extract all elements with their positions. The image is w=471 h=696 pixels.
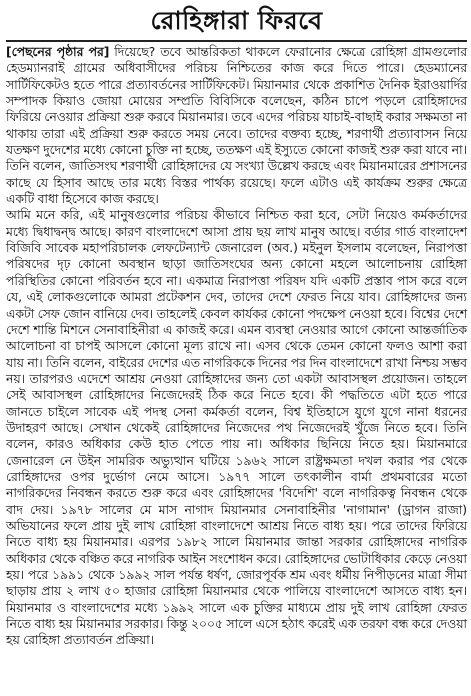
continuation-label: [পেছনের পৃষ্ঠার পর] (6, 45, 110, 59)
headline: রোহিঙ্গারা ফিরবে (150, 5, 323, 35)
article-body (6, 44, 467, 649)
article-paragraph (6, 44, 467, 207)
headline-bar (6, 0, 467, 42)
paragraph-text: দিয়েছে? তবে আন্তরিকতা থাকলে ফেরানোর ক্ষেত্রে রোহিঙ্গা গ্রামগুলোর হেডম্যানরাই গ্রামের অধিবাসীদের পরিচয় নিশ্চিতের কাজ করে দিতে পারে। হেডম্যানের সার্টিফিকেটও হতে পারে প্রত্যাবর্তনের সার্টিফিকেট। মিয়ানমার থেকে প্রকাশিত দৈনিক ইরাওয়ার্দির সম্পাদক কিয়াও জোয়া মোয়ের সম্প্রতি বিবিসিকে বলেছেন, কঠিন চাপে পড়লে রোহিঙ্গাদের ফিরিয়ে নেওয়ার প্রক্রিয়া শুরু করবে মিয়ানমার। তবে এদের পরিচয় যাচাই-বাছাই করার সক্ষমতা না থাকায় তারা এই প্রক্রিয়া শুরু করতে সময় নেবে। তাদের বক্তব্য হচ্ছে, শরণার্থী প্রত্যাবাসন নিয়ে যতক্ষণ দুদেশের মধ্যে কোনো চুক্তি না হচ্ছে, ততক্ষণ এই ইস্যুতে কোনো কাজই শুরু করা যাবে না। তিনি বলেন, জাতিসংঘ শরণার্থী রোহিঙ্গাদের যে সংখ্যা উল্লেখ করছে এবং মিয়ানমারের প্রশাসনের কাছে যে হিসাব আছে তার মধ্যে বিস্তর পার্থক্য রয়েছে। ফলে এটাও এই কার্যক্রম শুরুর ক্ষেত্রে একটি বাধা হিসেবে কাজ করছে। (6, 45, 467, 207)
paragraph-text: আমি মনে করি, এই মানুষগুলোর পরিচয় কীভাবে নিশ্চিত করা হবে, সেটা নিয়েও কর্মকর্তাদের মধ্যে দ্বিধাদ্বন্দ্ব আছে। কারণ বাংলাদেশে আসা প্রায় ছয় লাখ মানুষ আছে। বর্ডার গার্ড বাংলাদেশ বিজিবি সাবেক মহাপরিচালক লেফটেন্যান্ট জেনারেল (অব.) মইনুল ইসলাম বলেছেন, নিরাপত্তা পরিষদের দৃঢ় কোনো অবস্থান ছাড়া জাতিসংঘের অন্য কোনো মহলে আলোচনায় রোহিঙ্গা পরিস্থিতির কোনো পরিবর্তন হবে না। একমাত্র নিরাপত্তা পরিষদ যদি একটি প্রস্তাব পাস করে বলে যে, এই লোকগুলোকে আমরা প্রটেকশন দেব, তাদের দেশে ফেরত নিয়ে যাব। রোহিঙ্গাদের জন্য একটা সেফ জোন বানিয়ে দেব। তাহলেই কেবল কার্যকর কোনো পদক্ষেপ নেওয়া হবে। বিশ্বের দেশে দেশে শান্তি মিশনে সেনাবাহিনীরা এ কাজই করে। এমন ব্যবস্থা নেওয়ার আগে কোনো আন্তর্জাতিক আলোচনা বা চাপই আসলে কোনো মূল্য রাখে না। এসব থেকে তেমন কোনো ফলও আশা করা যায় না। তিনি বলেন, বাইরের দেশের এত নাগরিককে দিনের পর দিন বাংলাদেশে রাখা নিশ্চয় সম্ভব নয়। তারপরও এদেশে আশ্রয় নেওয়া রোহিঙ্গাদের জন্য তো একটা আবাসস্থল প্রয়োজন। তাহলে সেই আবাসস্থল রোহিঙ্গাদের নিজেদেরই ঠিক করে নিতে হবে। কী পদ্ধতিতে এটা হতে পারে জানতে চাইলে সাবেক এই পদস্থ সেনা কর্মকর্তা বলেন, বিশ্ব ইতিহাসে যুগে যুগে নানা ধরনের উদাহরণ আছে। সেখান থেকেই রোহিঙ্গাদের নিজেদের পথ নিজেদেরই খুঁজে নিতে হবে। তিনি বলেন, কারও অধিকার কেউ হাত পেতে পায় না। অধিকার ছিনিয়ে নিতে হয়। মিয়ানমারে জেনারেল নে উইন সামরিক অভ্যুত্থান ঘটিয়ে ১৯৬২ সালে রাষ্ট্রক্ষমতা দখল করার পর থেকে রোহিঙ্গাদের ওপর দুর্ভোগ নেমে আসে। ১৯৭৭ সালে তৎকালীন বার্মা প্রথমবারের মতো নাগরিকদের নিবন্ধন করতে শুরু করে এবং রোহিঙ্গাদের 'বিদেশি' বলে নাগরিকত্ব নিবন্ধন থেকে বাদ দেয়। ১৯৭৮ সালের মে মাস নাগাদ মিয়ানমার সেনাবাহিনীর 'নাগামান' (ড্রাগন রাজা) অভিযানের ফলে প্রায় দুই লাখ রোহিঙ্গা বাংলাদেশে আশ্রয় নিতে বাধ্য হয়। পরে তাদের ফিরিয়ে নিতে বাধ্য হয় মিয়ানমার। এরপর ১৯৮২ সালে মিয়ানমার জান্তা সরকার রোহিঙ্গাদের নাগরিক অধিকার থেকে বঞ্চিত করে নাগরিক আইন সংশোধন করে। রোহিঙ্গাদের ভোটাধিকার কেড়ে নেওয়া হয়। পরে ১৯৯১ থেকে ১৯৯২ সাল পর্যন্ত ধর্ষণ, জোরপূর্বক শ্রম এবং ধর্মীয় নিপীড়নের মাত্রা সীমা ছাড়ায় প্রায় ২ লাখ ৫০ হাজার রোহিঙ্গা মিয়ানমার থেকে পালিয়ে বাংলাদেশে আসতে বাধ্য হন। মিয়ানমার ও বাংলাদেশের মধ্যে ১৯৯২ সালে এক চুক্তির মাধ্যমে প্রায় দুই লাখ রোহিঙ্গা ফেরত নিতে বাধ্য হয় মিয়ানমার সরকার। কিন্তু ২০০৫ সালে এসে হঠাৎ করেই এক তরফা বন্ধ করে দেওয়া হয় রোহিঙ্গা প্রত্যাবর্তন প্রক্রিয়া। (6, 208, 467, 648)
article-paragraph (6, 207, 467, 648)
